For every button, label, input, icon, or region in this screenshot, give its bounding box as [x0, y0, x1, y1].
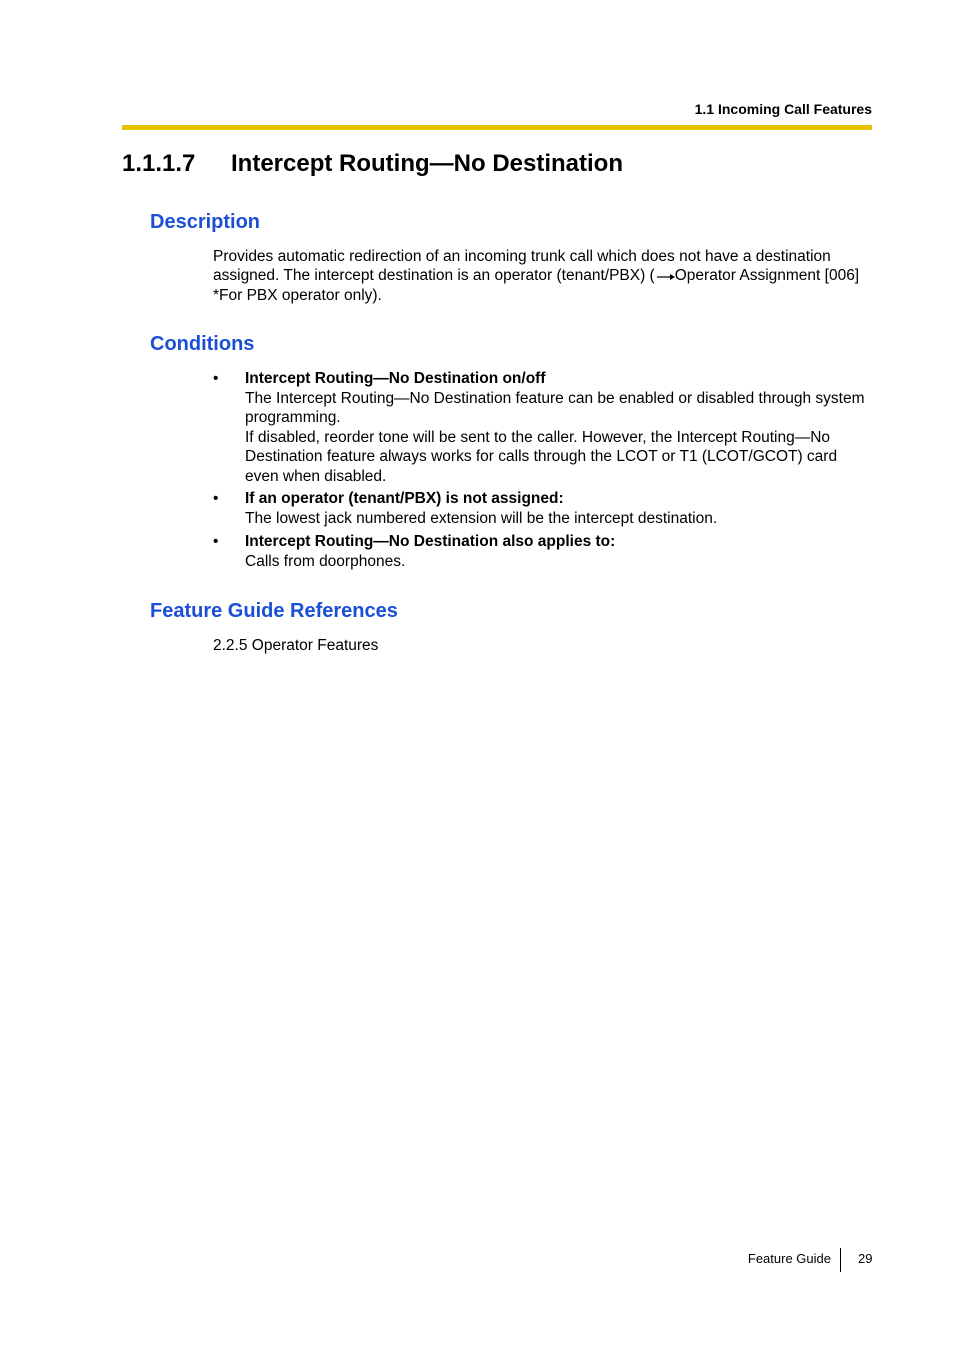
reference-item: 2.2.5 Operator Features	[213, 637, 379, 654]
condition-line: Calls from doorphones.	[245, 552, 406, 570]
page-title	[122, 150, 623, 178]
condition-item	[213, 369, 873, 486]
condition-item	[213, 489, 873, 528]
conditions-heading: Conditions	[150, 333, 255, 355]
page-number: 29	[858, 1251, 873, 1266]
bullet: •	[213, 370, 219, 387]
condition-item	[213, 532, 873, 571]
description-line: assigned. The intercept destination is an operator (tenant/PBX) ( Operator Assignment [006]	[213, 267, 860, 285]
arrow-right-icon	[655, 271, 675, 281]
condition-line: The Intercept Routing—No Destination feature can be enabled or disabled through system	[245, 389, 865, 407]
footer-label: Feature Guide	[747, 1251, 831, 1266]
condition-title: Intercept Routing—No Destination on/off	[245, 370, 546, 387]
references-heading: Feature Guide References	[150, 600, 398, 622]
operator-assignment-ref: Operator Assignment [006]	[674, 267, 860, 285]
condition-line: Destination feature always works for calls through the LCOT or T1 (LCOT/GCOT) card	[245, 448, 838, 465]
description-line: Provides automatic redirection of an incoming trunk call which does not have a destination	[213, 248, 831, 265]
condition-line: If disabled, reorder tone will be sent to the caller. However, the Intercept Routing—No	[245, 428, 831, 446]
section-number: 1.1.1.7	[122, 150, 196, 177]
title-text: Intercept Routing—No Destination	[231, 150, 623, 177]
condition-title: Intercept Routing—No Destination also applies to:	[245, 533, 616, 550]
bullet: •	[213, 490, 219, 507]
condition-line: even when disabled.	[245, 467, 387, 485]
bullet: •	[213, 533, 219, 550]
condition-line: The lowest jack numbered extension will be the intercept destination.	[245, 509, 718, 527]
running-header: 1.1 Incoming Call Features	[694, 101, 872, 117]
description-line: *For PBX operator only).	[213, 286, 382, 304]
condition-line: programming.	[245, 409, 341, 426]
footer-divider	[840, 1248, 841, 1272]
condition-title: If an operator (tenant/PBX) is not assigned:	[245, 490, 564, 507]
description-text	[213, 247, 873, 305]
description-heading: Description	[150, 211, 261, 233]
header-rule	[122, 125, 872, 130]
